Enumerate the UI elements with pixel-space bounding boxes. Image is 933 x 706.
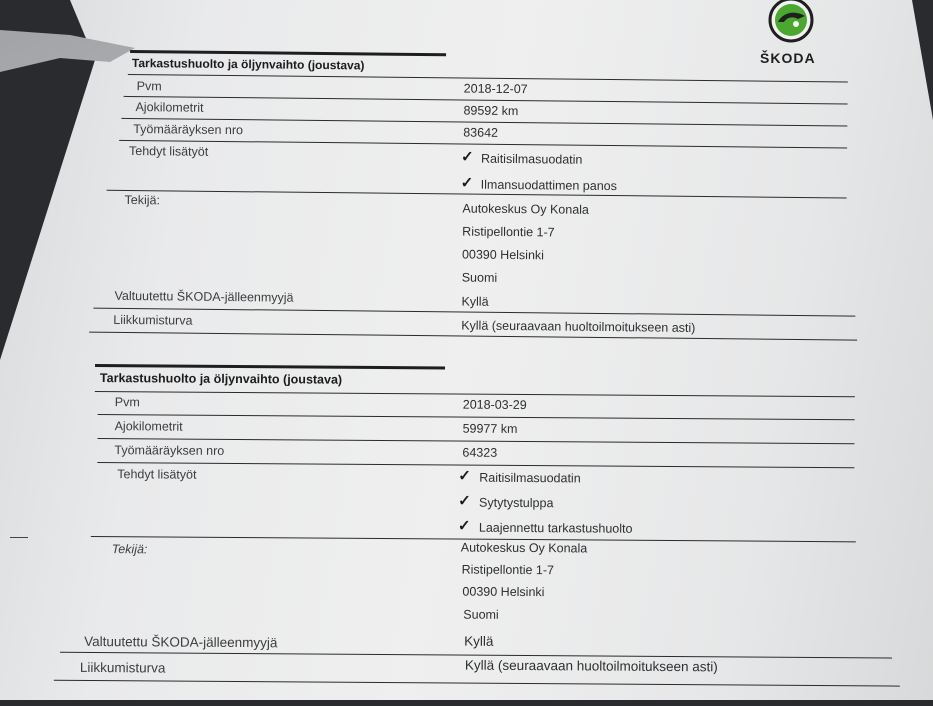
value-work-order: 64323: [462, 445, 498, 460]
label-extras: Tehdyt lisätyöt: [117, 467, 197, 482]
value-mileage: 59977 km: [462, 421, 518, 436]
label-maker: Tekijä:: [124, 192, 161, 208]
label-date: Pvm: [114, 395, 140, 410]
checkmark-icon: ✓: [458, 467, 471, 485]
section-title: Tarkastushuolto ja öljynvaihto (joustava): [131, 56, 365, 73]
margin-mark: [10, 537, 28, 538]
label-mobility: Liikkumisturva: [113, 312, 193, 328]
extra-item: Sytytystulppa: [479, 495, 554, 511]
label-work-order: Työmääräyksen nro: [133, 122, 244, 138]
maker-line: Ristipellontie 1-7: [462, 224, 555, 240]
label-extras: Tehdyt lisätyöt: [128, 143, 209, 159]
maker-line: Ristipellontie 1-7: [461, 562, 555, 578]
value-mileage: 89592 km: [463, 103, 519, 119]
maker-line: Autokeskus Oy Konala: [460, 540, 588, 556]
checkmark-icon: ✓: [460, 148, 474, 166]
value-dealer: Kyllä: [464, 633, 494, 649]
label-dealer: Valtuutettu ŠKODA-jälleenmyyjä: [84, 633, 278, 651]
value-date: 2018-03-29: [462, 397, 527, 413]
section-title: Tarkastushuolto ja öljynvaihto (joustava): [99, 371, 343, 387]
checkmark-icon: ✓: [460, 174, 474, 192]
value-dealer: Kyllä: [461, 294, 489, 309]
checkmark-icon: ✓: [458, 492, 471, 510]
section-title-bar: [95, 364, 445, 369]
label-date: Pvm: [136, 79, 162, 94]
maker-line: Suomi: [463, 607, 499, 622]
maker-line: 00390 Helsinki: [461, 247, 545, 263]
maker-line: 00390 Helsinki: [462, 584, 545, 600]
value-mobility: Kyllä (seuraavaan huoltoilmoitukseen asti): [461, 318, 696, 335]
value-work-order: 83642: [463, 125, 499, 140]
value-date: 2018-12-07: [463, 81, 528, 97]
maker-line: Autokeskus Oy Konala: [462, 201, 589, 217]
divider: [97, 462, 854, 468]
extra-item: Laajennettu tarkastushuolto: [478, 520, 633, 536]
label-mileage: Ajokilometrit: [114, 419, 183, 434]
divider: [54, 680, 900, 687]
checkmark-icon: ✓: [457, 517, 471, 535]
extra-item: Raitisilmasuodatin: [479, 470, 581, 486]
label-maker: Tekijä:: [111, 542, 148, 557]
value-mobility: Kyllä (seuraavaan huoltoilmoitukseen asti): [464, 657, 718, 675]
label-mobility: Liikkumisturva: [79, 659, 166, 676]
maker-line: Suomi: [461, 270, 498, 285]
label-dealer: Valtuutettu ŠKODA-jälleenmyyjä: [114, 288, 294, 305]
divider: [95, 391, 855, 397]
extra-item: Raitisilmasuodatin: [480, 151, 583, 167]
brand-name: ŠKODA: [760, 50, 816, 66]
extra-item: Ilmansuodattimen panos: [480, 177, 617, 194]
label-mileage: Ajokilometrit: [135, 100, 204, 115]
label-work-order: Työmääräyksen nro: [114, 443, 225, 458]
divider: [98, 414, 855, 420]
